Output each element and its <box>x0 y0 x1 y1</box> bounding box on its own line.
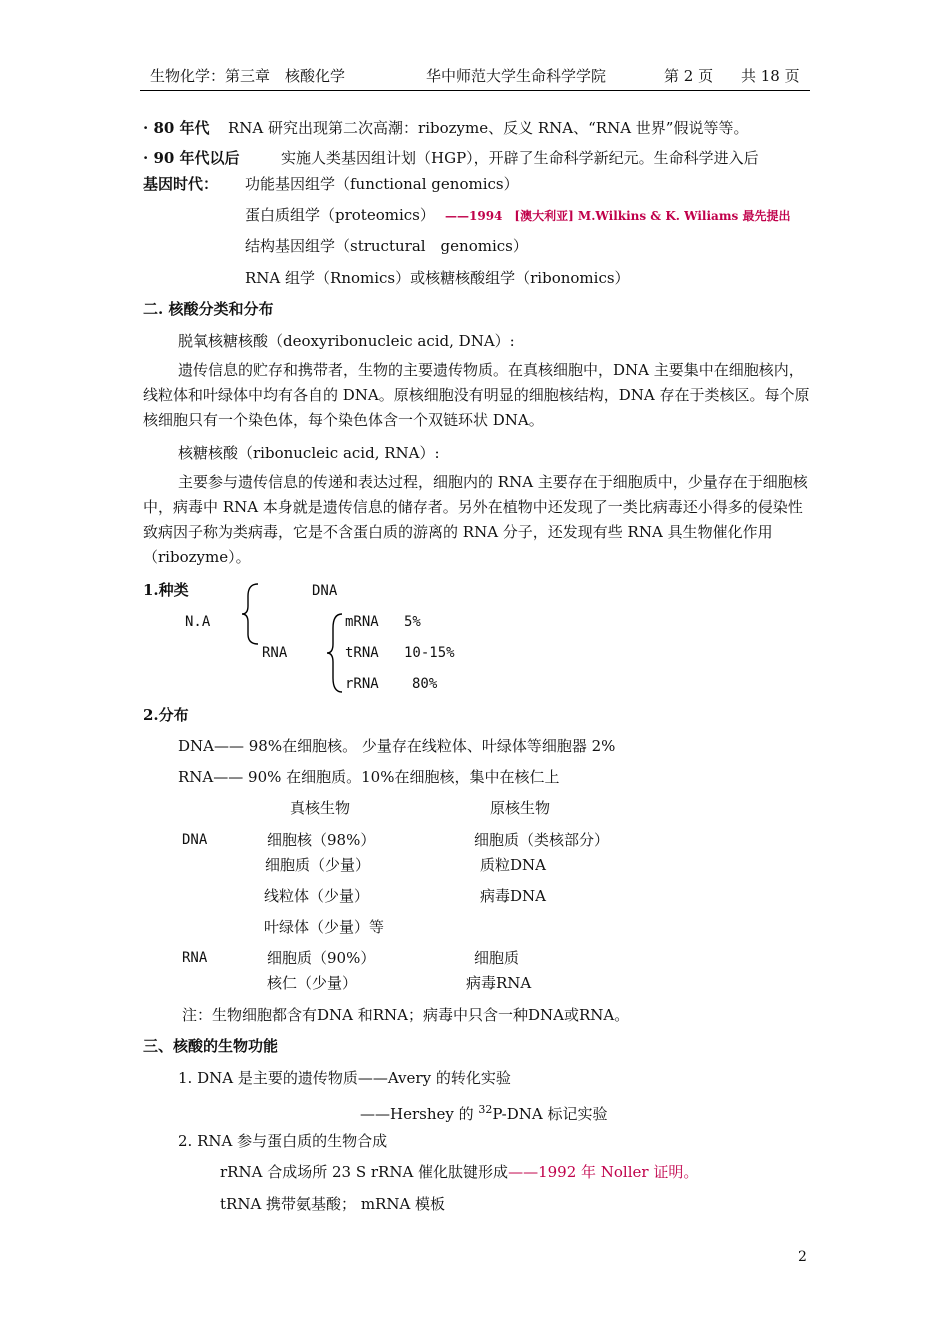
dist-dna: DNA—— 98%在细胞核。 少量存在线粒体、叶绿体等细胞器 2% <box>178 737 616 755</box>
function-item-1b <box>360 1100 607 1124</box>
dna-pro-3: 病毒DNA <box>480 887 546 905</box>
rna-paragraph: 主要参与遗传信息的传递和表达过程，细胞内的 RNA 主要存在于细胞质中，少量存在于细胞核中，病毒中 RNA 本身就是遗传信息的储存者。另外在植物中还发现了一类比病毒还小得多的侵染性致病因子称为类病毒，它是不含蛋白质的游离的 RNA 分子，还发现有些 RNA 具生物催化作用（ribozyme）。 <box>143 473 808 566</box>
genomics-item-functional: 功能基因组学（functional genomics） <box>245 175 519 193</box>
dist-title: 2.分布 <box>143 706 189 724</box>
dna-euk-1: 细胞核（98%） <box>267 831 376 849</box>
brace-na <box>240 582 262 646</box>
rna-pro-1: 细胞质 <box>474 949 520 967</box>
genome-era-label: 基因时代： <box>143 175 219 193</box>
function-item-2: 2. RNA 参与蛋白质的生物合成 <box>178 1132 388 1150</box>
class-rna-label: RNA <box>262 645 288 661</box>
hershey-pre: ——Hershey 的 <box>360 1105 479 1123</box>
rna-type-mrna: mRNA <box>345 614 379 630</box>
dna-paragraph: 遗传信息的贮存和携带者，生物的主要遗传物质。在真核细胞中，DNA 主要集中在细胞核内，线粒体和叶绿体中均有各自的 DNA。原核细胞没有明显的细胞核结构，DNA 存在于类核区。每个原核细胞只有一个染色体，每个染色体含一个双链环状 DNA。 <box>143 361 810 429</box>
rrna-note: ——1992 年 Noller 证明。 <box>508 1163 699 1181</box>
proteomics-note: ——1994 [澳大利亚] M.Wilkins & K. Wiliams 最先提出 <box>445 209 791 223</box>
header-course: 生物化学：第三章 核酸化学 <box>150 67 346 85</box>
header-total: 共 18 页 <box>741 67 800 85</box>
page-number: 2 <box>798 1249 807 1265</box>
rna-pct-trna: 10-15% <box>404 645 455 661</box>
rrna-line <box>220 1162 698 1182</box>
brace-rna <box>326 612 346 694</box>
header-rule <box>140 90 810 91</box>
table-dna-label: DNA <box>182 832 208 848</box>
hershey-post: P-DNA 标记实验 <box>492 1105 608 1123</box>
dna-euk-4: 叶绿体（少量）等 <box>264 918 385 936</box>
dna-pro-1: 细胞质（类核部分） <box>474 831 610 849</box>
bullet-80s: · 80 年代 <box>143 119 210 137</box>
dna-euk-2: 细胞质（少量） <box>265 856 371 874</box>
rrna-text: rRNA 合成场所 23 S rRNA 催化肽键形成 <box>220 1163 509 1181</box>
table-rna-label: RNA <box>182 950 208 966</box>
kinds-title: 1.种类 <box>143 581 189 599</box>
dna-heading: 脱氧核糖核酸（deoxyribonucleic acid, DNA）: <box>178 332 515 350</box>
section3-title: 三、核酸的生物功能 <box>143 1037 279 1055</box>
rna-euk-1: 细胞质（90%） <box>267 949 376 967</box>
rna-pro-2: 病毒RNA <box>466 974 532 992</box>
dna-pro-2: 质粒DNA <box>480 856 546 874</box>
dna-euk-3: 线粒体（少量） <box>264 887 370 905</box>
function-item-1: 1. DNA 是主要的遗传物质——Avery 的转化实验 <box>178 1069 511 1087</box>
genomics-item-proteomics: 蛋白质组学（proteomics） <box>245 206 435 224</box>
genomics-item-rnomics: RNA 组学（Rnomics）或核糖核酸组学（ribonomics） <box>245 269 630 287</box>
col-eukaryote: 真核生物 <box>290 799 351 817</box>
dist-note: 注：生物细胞都含有DNA 和RNA；病毒中只含一种DNA或RNA。 <box>182 1006 630 1024</box>
header-school: 华中师范大学生命科学学院 <box>426 67 607 85</box>
isotope-sup: 32 <box>478 1103 493 1116</box>
rna-heading: 核糖核酸（ribonucleic acid, RNA）: <box>178 444 440 462</box>
rna-pct-rrna: 80% <box>412 676 438 692</box>
class-dna-label: DNA <box>312 583 338 599</box>
section2-title: 二. 核酸分类和分布 <box>143 300 274 318</box>
dist-rna: RNA—— 90% 在细胞质。10%在细胞核，集中在核仁上 <box>178 768 560 786</box>
trna-line: tRNA 携带氨基酸； mRNA 模板 <box>220 1195 446 1213</box>
text-80s: RNA 研究出现第二次高潮：ribozyme、反义 RNA、“RNA 世界”假说等等。 <box>228 119 749 137</box>
bullet-90s: · 90 年代以后 <box>143 149 240 167</box>
rna-type-rrna: rRNA <box>345 676 379 692</box>
genomics-item-structural: 结构基因组学（structural genomics） <box>245 237 528 255</box>
na-label: N.A <box>185 614 211 630</box>
col-prokaryote: 原核生物 <box>490 799 551 817</box>
rna-type-trna: tRNA <box>345 645 379 661</box>
rna-euk-2: 核仁（少量） <box>267 974 358 992</box>
header-page: 第 2 页 <box>664 67 714 85</box>
rna-pct-mrna: 5% <box>404 614 421 630</box>
text-90s: 实施人类基因组计划（HGP），开辟了生命科学新纪元。生命科学进入后 <box>281 149 759 167</box>
